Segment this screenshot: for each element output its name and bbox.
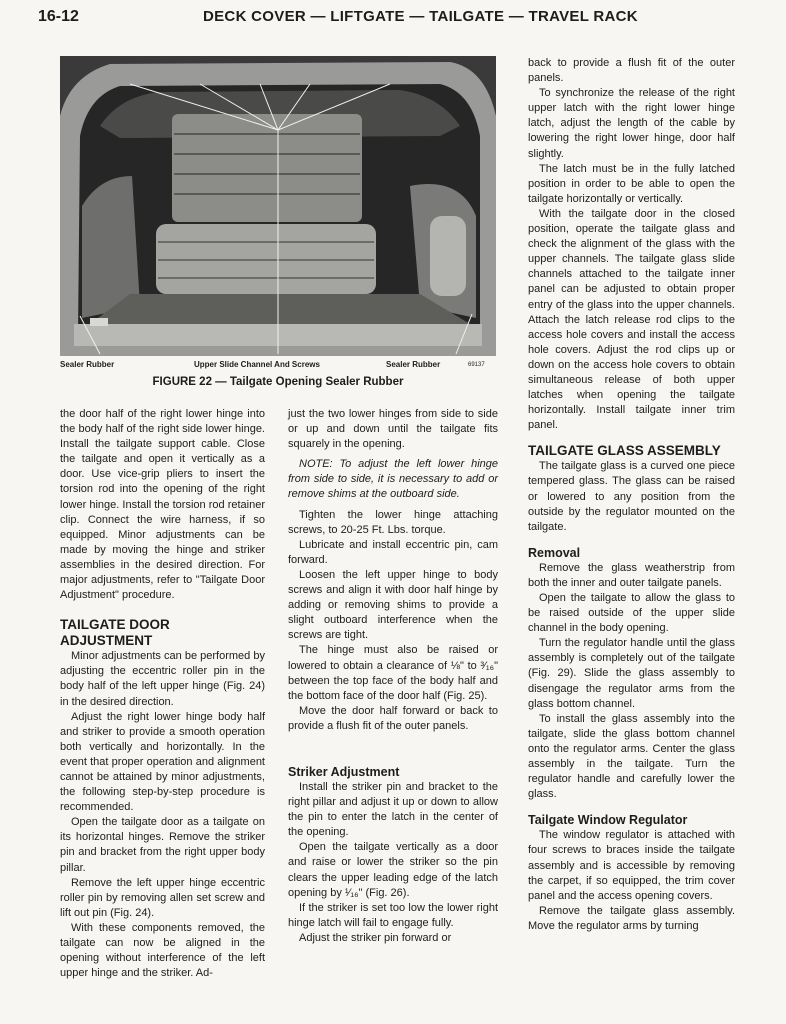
paragraph: Adjust the right lower hinge body half and striker to provide a smooth operation both vertically and horizontally. In the event that proper operation and alignment cannot be attained by minor adjustments, the following step-by-step procedure is recommended.: [60, 710, 265, 814]
paragraph: Minor adjustments can be performed by adjusting the eccentric roller pin in the body half of the left upper hinge (Fig. 24) in the desired direction.: [60, 650, 265, 708]
heading-tailgate-glass-assembly: TAILGATE GLASS ASSEMBLY: [528, 443, 721, 459]
paragraph: Loosen the left upper hinge to body screws and align it with door half hinge by adding or removing shims to provide a slight outboard interference when the screws are tight.: [288, 568, 498, 642]
paragraph: To install the glass assembly into the tailgate, slide the glass bottom channel onto the regulator arms. Center the glass assembly in the tailgate. Turn the regulator handle and carefully lower the glass.: [528, 712, 735, 801]
figure-labels: [60, 360, 496, 374]
figure-22: [60, 56, 496, 396]
paragraph: Open the tailgate vertically as a door and raise or lower the striker so the pin clears the upper leading edge of the latch opening by ¹⁄₁₆" (Fig. 26).: [288, 841, 498, 899]
column-3: [528, 56, 735, 934]
column-1: [60, 407, 265, 981]
paragraph: Open the tailgate to allow the glass to be raised outside of the upper slide channel in the body opening.: [528, 592, 735, 635]
paragraph: just the two lower hinges from side to side or up and down until the tailgate fits squarely in the opening.: [288, 408, 498, 451]
heading-striker-adjustment: Striker Adjustment: [288, 764, 400, 779]
paragraph: Lubricate and install eccentric pin, cam forward.: [288, 538, 498, 566]
paragraph: Install the striker pin and bracket to the right pillar and adjust it up or down to allow the pin to enter the latch in the center of the opening.: [288, 780, 498, 839]
paragraph: Remove the tailgate glass assembly. Move the regulator arms by turning: [528, 904, 735, 932]
paragraph: If the striker is set too low the lower right hinge latch will fail to engage fully.: [288, 901, 498, 929]
paragraph: With these components removed, the tailgate can now be aligned in the opening without interference of the left upper hinge and the striker. Ad-: [60, 921, 265, 980]
paragraph: Turn the regulator handle until the glass assembly is completely out of the tailgate (Fig. 29). Slide the glass assembly to disengage the regulator arms from the glass bottom channel.: [528, 637, 735, 710]
paragraph: Remove the glass weatherstrip from both the inner and outer tailgate panels.: [528, 561, 735, 589]
paragraph: The tailgate glass is a curved one piece tempered glass. The glass can be raised or lowered to any position from the outside by the regulator mounted on the tailgate.: [528, 460, 735, 533]
paragraph: Tighten the lower hinge attaching screws, to 20-25 Ft. Lbs. torque.: [288, 508, 498, 536]
figure-caption: FIGURE 22 — Tailgate Opening Sealer Rubber: [152, 376, 404, 388]
paragraph: To synchronize the release of the right upper latch with the right lower hinge latch, adjust the length of the cable by lowering the right lower hinge, door half slightly.: [528, 87, 735, 160]
paragraph: The hinge must also be raised or lowered to obtain a clearance of ⅛" to ³⁄₁₆" between the top face of the body half and the bottom face of the door half (Fig. 25).: [288, 644, 498, 702]
heading-tailgate-door-adjustment: [60, 617, 265, 649]
tailgate-opening-photo: [60, 56, 496, 356]
heading-line: ADJUSTMENT: [60, 633, 153, 649]
paragraph: With the tailgate door in the closed position, operate the tailgate glass and check the alignment of the glass with the upper channels. The tailgate glass slide channels attached to the tailgate inner panel can be adjusted to obtain proper entry of the glass into the upper channels. Attach the latch release rod clips to the access hole covers and install the access hole covers. Adjust the rod clips up or down on the access hole covers to obtain simultaneous release of both upper latches when opening the tailgate horizontally. Install tailgate inner trim panel.: [528, 207, 735, 432]
paragraph: Open the tailgate door as a tailgate on its horizontal hinges. Remove the striker pin and bracket from the right upper body pillar.: [60, 816, 265, 874]
page-number: 16-12: [38, 8, 79, 25]
label-upper-slide-channel: Upper Slide Channel And Screws: [194, 360, 320, 369]
label-sealer-rubber-left: Sealer Rubber: [60, 360, 115, 369]
figure-number-label: 69137: [468, 362, 485, 368]
paragraph: the door half of the right lower hinge into the body half of the right side lower hinge. Install the tailgate support cable. Close the tailgate and open it vertically as a door. Use vice-grip pliers to insert the torsion rod into the opening of the right lower hinge. Install the torsion rod retainer clip. Connect the wire harness, if so equipped. Minor adjustments can be made by moving the hinge and striker assemblies in the desired direction. For major adjustments, refer to "Tailgate Door Adjustment" procedure.: [60, 408, 265, 602]
heading-tailgate-window-regulator: Tailgate Window Regulator: [528, 813, 688, 828]
paragraph: back to provide a flush fit of the outer panels.: [528, 57, 735, 85]
running-title: DECK COVER — LIFTGATE — TAILGATE — TRAVEL RACK: [203, 8, 638, 25]
heading-line: TAILGATE DOOR: [60, 617, 170, 633]
column-2: [288, 407, 498, 946]
paragraph: Move the door half forward or back to provide a flush fit of the outer panels.: [288, 704, 498, 732]
note: NOTE: To adjust the left lower hinge from side to side, it is necessary to add or remove shims at the outboard side.: [288, 458, 498, 501]
paragraph: The latch must be in the fully latched position in order to be able to open the tailgate horizontally or vertically.: [528, 162, 735, 205]
heading-removal: Removal: [528, 545, 581, 560]
paragraph: The window regulator is attached with four screws to braces inside the tailgate assembly and is accessible by removing the carpet, if so equipped, the trim cover panel and the access opening covers.: [528, 829, 735, 902]
paragraph: Adjust the striker pin forward or: [299, 931, 452, 944]
page-header: [38, 8, 748, 30]
paragraph: Remove the left upper hinge eccentric roller pin by removing allen set screw and lift out pin (Fig. 24).: [60, 876, 265, 919]
label-sealer-rubber-right: Sealer Rubber: [386, 360, 441, 369]
